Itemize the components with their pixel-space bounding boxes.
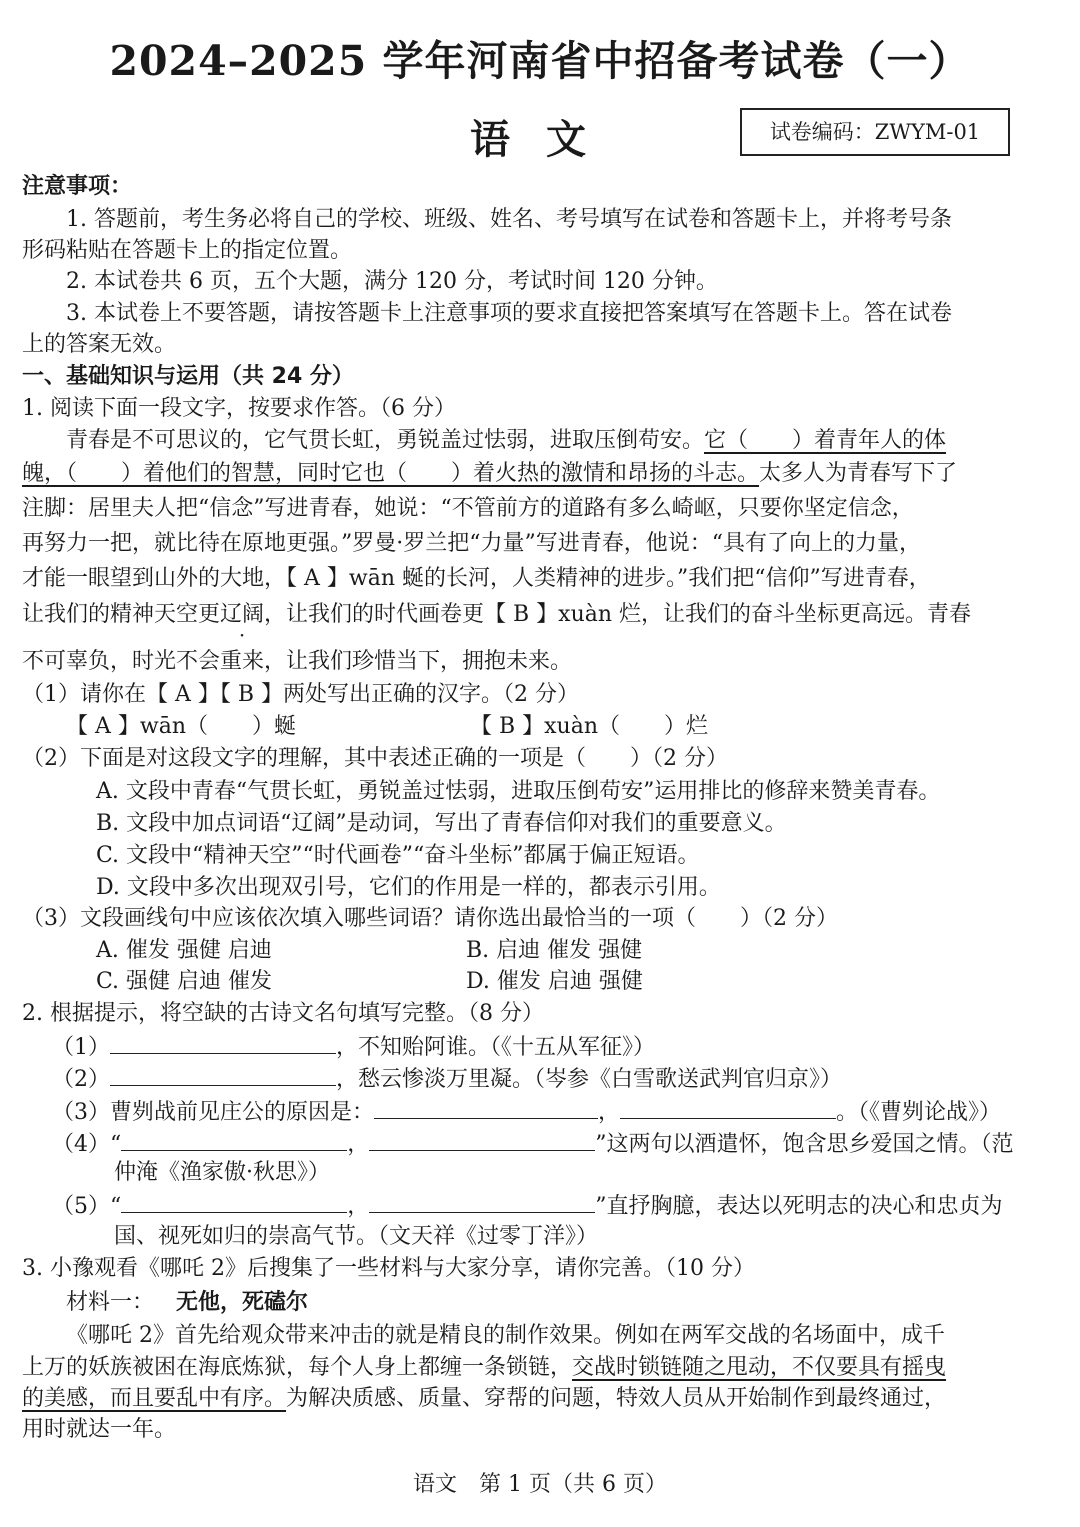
q2-item-4 [52, 1128, 1014, 1160]
notice-item-3-line-2: 上的答案无效。 [22, 332, 177, 357]
q1-sub-3-option-d: D. 催发 启迪 强健 [466, 969, 643, 994]
q2-item-1 [52, 1031, 655, 1063]
item-text: ， [598, 1100, 621, 1125]
q1-sub-2-option-d: D. 文段中多次出现双引号，它们的作用是一样的，都表示引用。 [96, 875, 721, 900]
answer-blank[interactable] [110, 1031, 336, 1054]
material-1-line-3 [22, 1384, 946, 1414]
exam-title: 2024–2025 学年河南省中招备考试卷（一） [109, 37, 971, 85]
q2-item-5 [52, 1190, 1003, 1222]
item-number: （2） [52, 1067, 110, 1092]
notice-heading: 注意事项： [22, 174, 133, 199]
notice-item-1-line-2: 形码粘贴在答题卡上的指定位置。 [22, 238, 353, 263]
subject-title: 语文 [470, 116, 622, 163]
q1-passage-line-4: 再努力一把，就比待在原地更强。”罗曼·罗兰把“力量”写进青春，他说：“具有了向上的力量， [22, 531, 921, 556]
underlined-sentence: 的美感，而且要乱中有序。 [22, 1386, 287, 1411]
item-text: ，不知贻阿谁。（《十五从军征》） [336, 1035, 656, 1060]
material-text: 为解决质感、质量、穿帮的问题，特效人员从开始制作到最终通过， [286, 1386, 947, 1411]
item-text: ，愁云惨淡万里凝。（岑参《白雪歌送武判官归京》） [336, 1067, 843, 1092]
q1-sub-1-b: 【 B 】xuàn（ ）烂 [470, 714, 709, 739]
underlined-sentence: 它（ ）着青年人的体 [704, 428, 947, 453]
answer-blank[interactable] [620, 1096, 836, 1119]
item-text: 。（《曹刿论战》） [836, 1100, 1002, 1125]
material-label: 材料一： [66, 1290, 155, 1315]
item-number: （1） [52, 1035, 110, 1060]
q1-sub-2-option-a: A. 文段中青春“气贯长虹，勇锐盖过怯弱，进取压倒苟安”运用排比的修辞来赞美青春。 [96, 779, 941, 804]
passage-text: ，让我们的时代画卷更【 B 】xuàn 烂，让我们的奋斗坐标更高远。青春 [264, 602, 972, 627]
q2-item-2 [52, 1063, 842, 1095]
material-1-line-2 [22, 1353, 946, 1383]
item-text: ， [347, 1194, 370, 1219]
passage-text: 太多人为青春写下了 [759, 461, 958, 486]
passage-text: 让我们的精神天空更 [22, 602, 221, 627]
material-title: 无他，死磕尔 [176, 1290, 309, 1315]
q1-sub-3: （3）文段画线句中应该依次填入哪些词语？请你选出最恰当的一项（ ）（2 分） [22, 906, 838, 931]
item-text: （3）曹刿战前见庄公的原因是： [52, 1100, 374, 1125]
dotted-word: 辽阔 [220, 602, 265, 627]
q1-sub-1-a: 【 A 】wān（ ）蜒 [66, 714, 296, 739]
q1-sub-2-option-b: B. 文段中加点词语“辽阔”是动词，写出了青春信仰对我们的重要意义。 [96, 811, 787, 836]
item-text: （4）“ [52, 1132, 122, 1157]
material-text: 上万的妖族被困在海底炼狱，每个人身上都缠一条锁链， [22, 1355, 573, 1380]
material-1-heading [66, 1288, 308, 1318]
notice-item-1-line-1: 1. 答题前，考生务必将自己的学校、班级、姓名、考号填写在试卷和答题卡上，并将考号条 [66, 207, 952, 232]
q1-passage-line-3: 注脚：居里夫人把“信念”写进青春，她说：“不管前方的道路有多么崎岖，只要你坚定信念， [22, 496, 914, 521]
q1-passage-line-7: 不可辜负，时光不会重来，让我们珍惜当下，拥抱未来。 [22, 649, 573, 674]
item-text: ”这两句以酒遣怀，饱含思乡爱国之情。（范 [595, 1132, 1014, 1157]
q1-passage-line-5: 才能一眼望到山外的大地，【 A 】wān 蜒的长河，人类精神的进步。”我们把“信仰”写进青春， [22, 566, 931, 591]
q1-sub-3-option-a: A. 催发 强健 启迪 [96, 938, 272, 963]
q1-stem: 1. 阅读下面一段文字，按要求作答。（6 分） [22, 396, 456, 421]
q2-item-3 [52, 1096, 1001, 1128]
page-footer: 语文 第 1 页（共 6 页） [413, 1472, 667, 1497]
notice-item-3-line-1: 3. 本试卷上不要答题，请按答题卡上注意事项的要求直接把答案填写在答题卡上。答在试卷 [66, 301, 952, 326]
notice-item-2: 2. 本试卷共 6 页，五个大题，满分 120 分，考试时间 120 分钟。 [66, 269, 718, 294]
q2-item-5-line-2: 国、视死如归的崇高气节。（文天祥《过零丁洋》） [114, 1224, 599, 1249]
material-1-line-4: 用时就达一年。 [22, 1417, 177, 1442]
q1-sub-3-option-b: B. 启迪 催发 强健 [466, 938, 643, 963]
item-text: ”直抒胸臆，表达以死明志的决心和忠贞为 [595, 1194, 1003, 1219]
q2-item-4-line-2: 仲淹《渔家傲·秋思》） [114, 1160, 330, 1185]
answer-blank[interactable] [110, 1063, 336, 1086]
passage-text: 青春是不可思议的，它气贯长虹，勇锐盖过怯弱，进取压倒苟安。 [66, 428, 705, 453]
material-1-line-1: 《哪吒 2》首先给观众带来冲击的就是精良的制作效果。例如在两军交战的名场面中，成千 [66, 1323, 945, 1348]
q1-passage-line-6 [22, 600, 971, 630]
item-text: ， [347, 1132, 370, 1157]
q1-passage-line-2 [22, 459, 957, 489]
q1-sub-3-option-c: C. 强健 启迪 催发 [96, 969, 273, 994]
q2-stem: 2. 根据提示，将空缺的古诗文名句填写完整。（8 分） [22, 1001, 544, 1026]
answer-blank[interactable] [369, 1190, 595, 1213]
underlined-sentence: 交战时锁链随之甩动，不仅要具有摇曳 [572, 1355, 947, 1380]
answer-blank[interactable] [121, 1190, 347, 1213]
underlined-sentence: 魄，（ ）着他们的智慧，同时它也（ ）着火热的激情和昂扬的斗志。 [22, 461, 760, 486]
section-1-heading: 一、基础知识与运用（共 24 分） [22, 364, 354, 389]
answer-blank[interactable] [121, 1128, 347, 1151]
q3-stem: 3. 小豫观看《哪吒 2》后搜集了一些材料与大家分享，请你完善。（10 分） [22, 1256, 755, 1281]
q1-sub-1: （1）请你在【 A 】【 B 】两处写出正确的汉字。（2 分） [22, 682, 580, 707]
paper-code-box: 试卷编码：ZWYM-01 [740, 108, 1010, 156]
q1-sub-2-option-c: C. 文段中“精神天空”“时代画卷”“奋斗坐标”都属于偏正短语。 [96, 843, 700, 868]
answer-blank[interactable] [374, 1096, 598, 1119]
q1-sub-2: （2）下面是对这段文字的理解，其中表述正确的一项是（ ）（2 分） [22, 746, 728, 771]
q1-passage-line-1 [66, 426, 946, 456]
item-text: （5）“ [52, 1194, 122, 1219]
answer-blank[interactable] [369, 1128, 595, 1151]
